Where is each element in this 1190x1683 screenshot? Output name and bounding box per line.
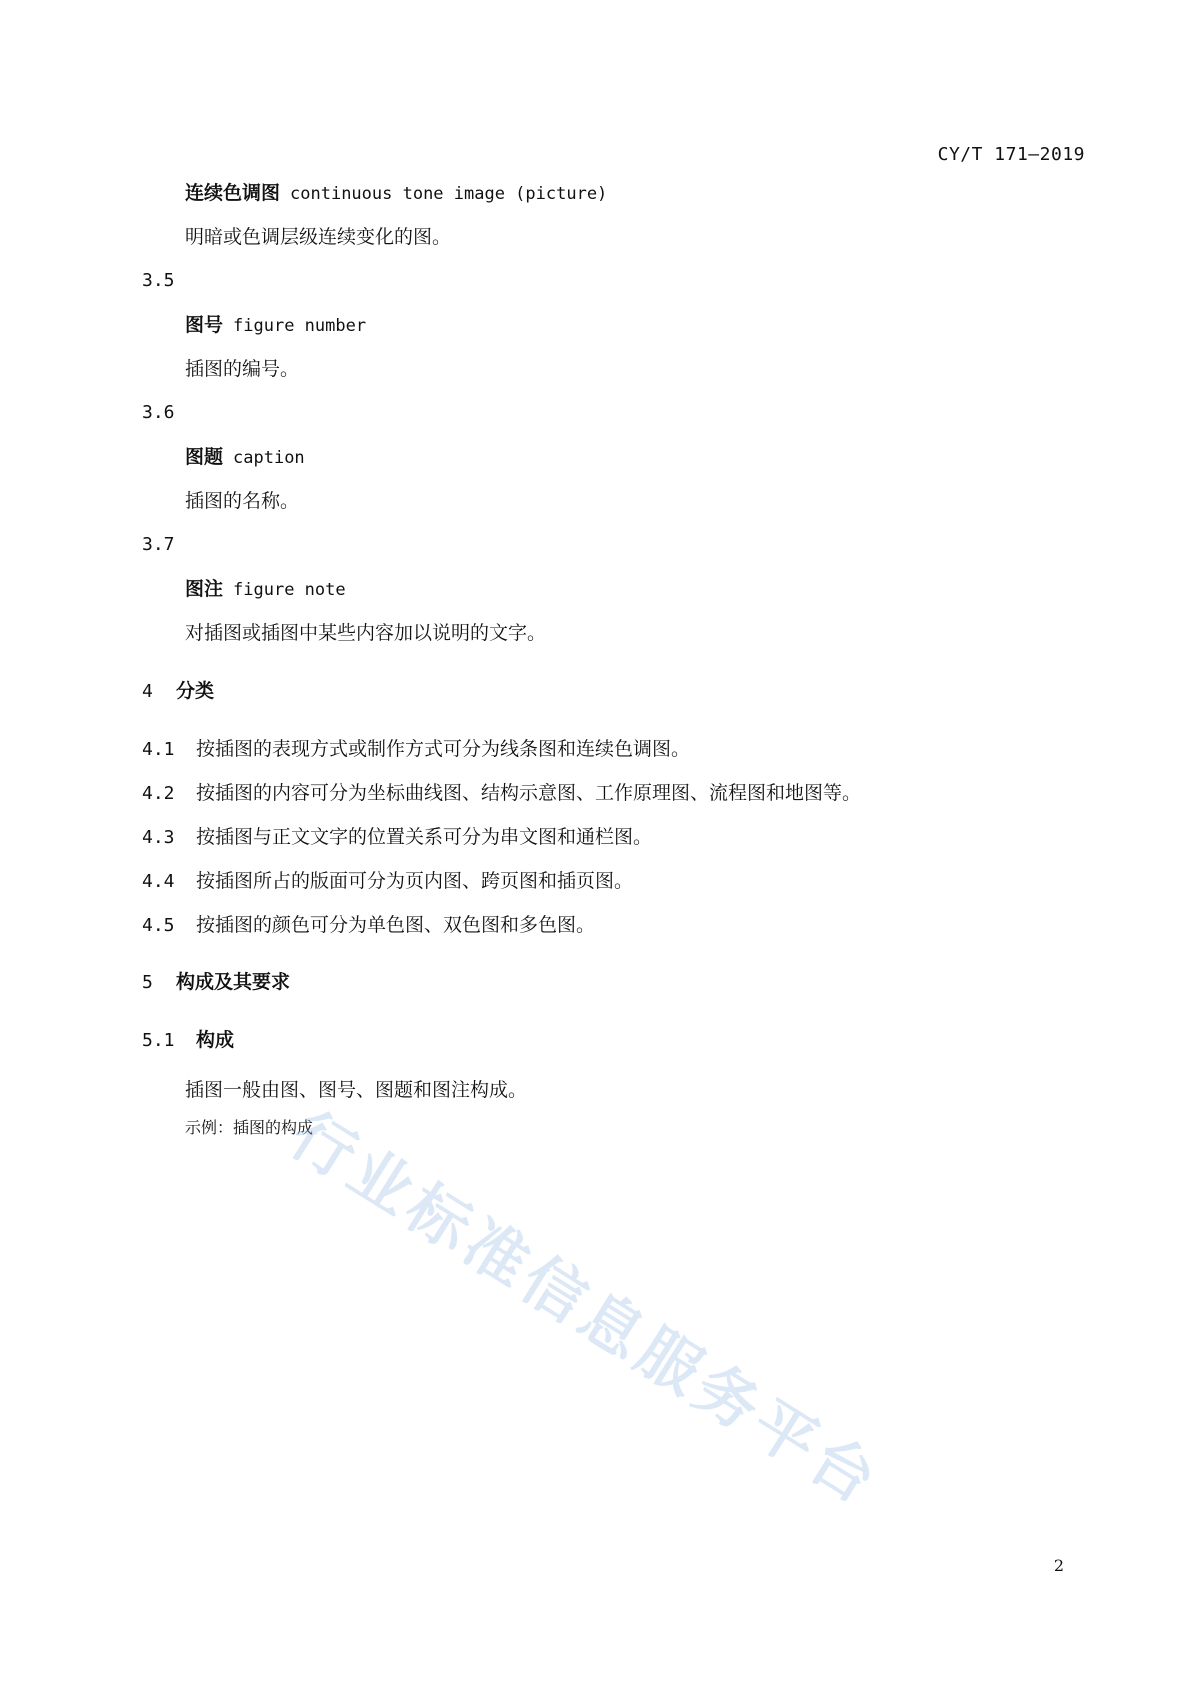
section-title: 构成及其要求 bbox=[176, 971, 291, 993]
page-number: 2 bbox=[1053, 1556, 1064, 1575]
term-en: caption bbox=[233, 448, 305, 468]
clause-number-3-7: 3.7 bbox=[142, 534, 175, 555]
term-caption bbox=[185, 445, 305, 470]
clause-text: 按插图所占的版面可分为页内图、跨页图和插页图。 bbox=[196, 870, 634, 892]
clause-text: 按插图的表现方式或制作方式可分为线条图和连续色调图。 bbox=[196, 738, 691, 760]
definition-continuous-tone-image: 明暗或色调层级连续变化的图。 bbox=[185, 226, 452, 248]
term-zh: 图号 bbox=[185, 314, 224, 336]
clause-number-3-6: 3.6 bbox=[142, 402, 175, 423]
composition-text: 插图一般由图、图号、图题和图注构成。 bbox=[185, 1079, 528, 1101]
term-zh: 连续色调图 bbox=[185, 182, 281, 204]
definition-caption: 插图的名称。 bbox=[185, 490, 300, 512]
clause-number: 4.5 bbox=[142, 915, 175, 936]
term-figure-number bbox=[185, 313, 366, 338]
clause-number: 4.4 bbox=[142, 871, 175, 892]
definition-figure-number: 插图的编号。 bbox=[185, 358, 300, 380]
definition-figure-note: 对插图或插图中某些内容加以说明的文字。 bbox=[185, 622, 547, 644]
section-title: 分类 bbox=[176, 680, 215, 702]
clause-text: 按插图与正文文字的位置关系可分为串文图和通栏图。 bbox=[196, 826, 653, 848]
section-heading-5 bbox=[142, 970, 290, 995]
term-en: figure note bbox=[233, 580, 346, 600]
term-en: continuous tone image (picture) bbox=[290, 184, 608, 204]
clause-4-1 bbox=[142, 737, 690, 762]
clause-number-3-5: 3.5 bbox=[142, 270, 175, 291]
watermark: 行业标准信息服务平台 bbox=[278, 1097, 894, 1521]
clause-text: 按插图的内容可分为坐标曲线图、结构示意图、工作原理图、流程图和地图等。 bbox=[196, 782, 862, 804]
subsection-heading-5-1 bbox=[142, 1028, 234, 1053]
clause-4-4 bbox=[142, 869, 633, 894]
clause-number: 5.1 bbox=[142, 1030, 175, 1051]
clause-4-2 bbox=[142, 781, 861, 806]
section-heading-4 bbox=[142, 679, 214, 704]
clause-number: 4.3 bbox=[142, 827, 175, 848]
clause-number: 4.2 bbox=[142, 783, 175, 804]
clause-title: 构成 bbox=[196, 1029, 235, 1051]
term-continuous-tone-image bbox=[185, 181, 607, 206]
term-zh: 图注 bbox=[185, 578, 224, 600]
term-zh: 图题 bbox=[185, 446, 224, 468]
document-id: CY/T 171—2019 bbox=[937, 144, 1085, 165]
section-number: 4 bbox=[142, 681, 153, 702]
example-label: 示例：插图的构成 bbox=[185, 1118, 314, 1137]
clause-text: 按插图的颜色可分为单色图、双色图和多色图。 bbox=[196, 914, 596, 936]
clause-number: 4.1 bbox=[142, 739, 175, 760]
clause-4-5 bbox=[142, 913, 595, 938]
clause-4-3 bbox=[142, 825, 652, 850]
term-en: figure number bbox=[233, 316, 367, 336]
section-number: 5 bbox=[142, 972, 153, 993]
term-figure-note bbox=[185, 577, 346, 602]
